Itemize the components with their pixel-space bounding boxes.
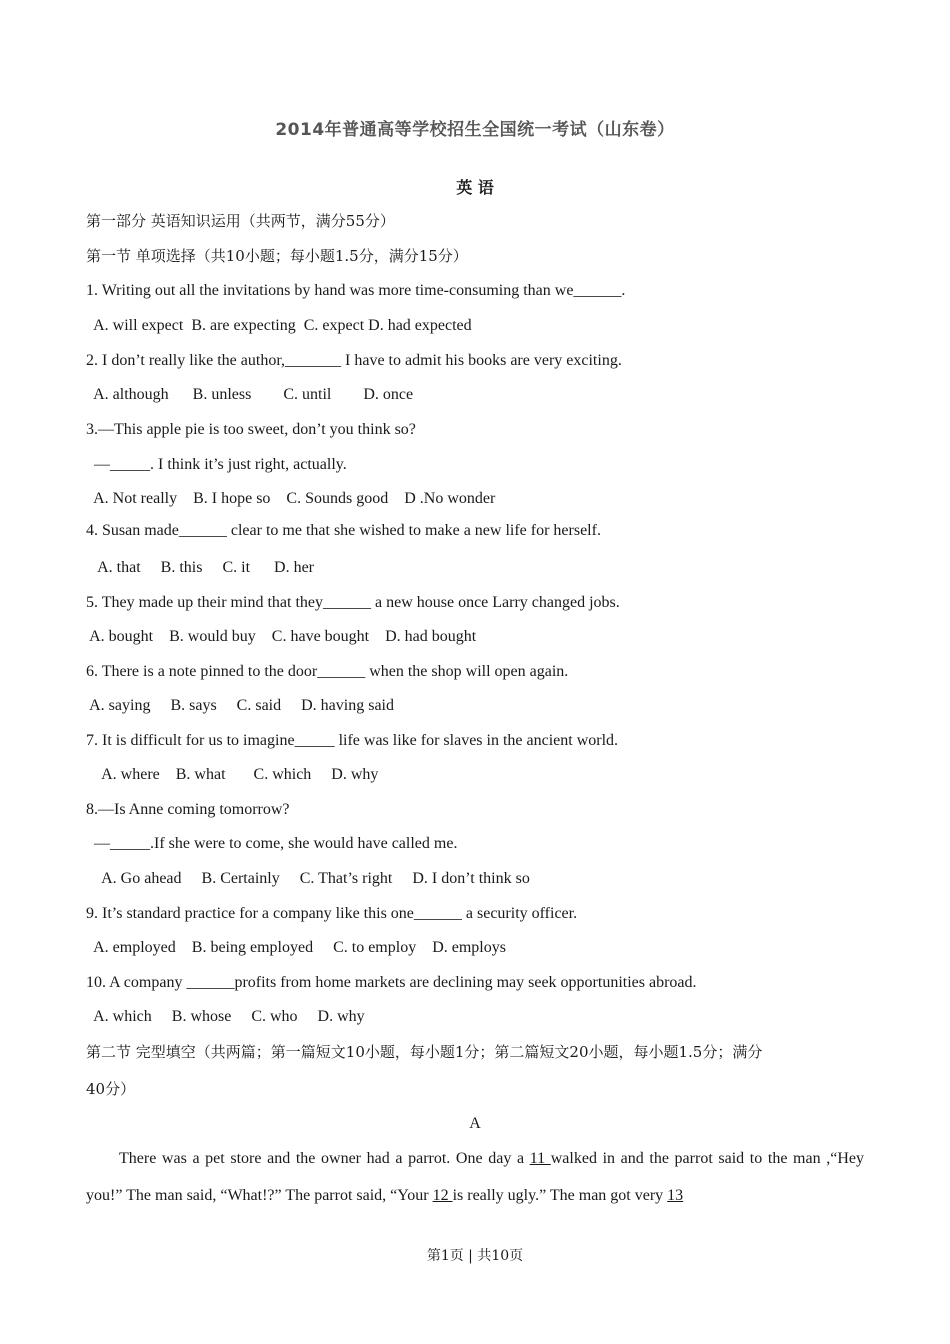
- passage-label: A: [469, 1115, 481, 1132]
- blank-11: 11: [529, 1150, 551, 1167]
- passage-segment: walked in and the parrot said to the man ,“Hey you!” The man said, “What!?” The parrot said, “Your: [86, 1150, 864, 1204]
- question-options: A. where B. what C. which D. why: [86, 766, 379, 783]
- question-stem-reply: —_____.If she were to come, she would have called me.: [86, 835, 458, 852]
- part-heading: 第一部分 英语知识运用（共两节，满分55分）: [86, 212, 395, 230]
- page-footer: 第1页 | 共10页: [426, 1248, 524, 1264]
- question-stem: 9. It’s standard practice for a company like this one______ a security officer.: [86, 905, 578, 922]
- question-stem: 7. It is difficult for us to imagine_____ life was like for slaves in the ancient world.: [86, 732, 619, 749]
- passage-segment: There was a pet store and the owner had a parrot. One day a: [119, 1150, 530, 1167]
- question-options: A. employed B. being employed C. to employ D. employs: [86, 939, 506, 956]
- blank-13: 13: [667, 1187, 684, 1204]
- question-options: A. will expect B. are expecting C. expect D. had expected: [86, 317, 472, 334]
- blank-12: 12: [432, 1187, 453, 1204]
- question-options: A. which B. whose C. who D. why: [86, 1008, 365, 1025]
- section-heading: 第一节 单项选择（共10小题；每小题1.5分，满分15分）: [86, 247, 468, 265]
- question-stem: 10. A company ______profits from home markets are declining may seek opportunities abroad.: [86, 974, 697, 991]
- question-options: A. that B. this C. it D. her: [86, 559, 314, 576]
- question-options: A. Not really B. I hope so C. Sounds good D .No wonder: [86, 490, 496, 507]
- question-stem: 1. Writing out all the invitations by hand was more time-consuming than we______.: [86, 282, 626, 299]
- question-stem: 4. Susan made______ clear to me that she wished to make a new life for herself.: [86, 522, 601, 539]
- subject-heading: 英 语: [456, 178, 494, 197]
- question-options: A. bought B. would buy C. have bought D. had bought: [86, 628, 477, 645]
- question-options: A. Go ahead B. Certainly C. That’s right D. I don’t think so: [86, 870, 530, 887]
- question-stem: 2. I don’t really like the author,_______ I have to admit his books are very exciting.: [86, 352, 622, 369]
- exam-title: 2014年普通高等学校招生全国统一考试（山东卷）: [275, 120, 675, 140]
- passage-segment: is really ugly.” The man got very: [452, 1187, 668, 1204]
- passage-text: [86, 1140, 864, 1214]
- question-stem: 3.—This apple pie is too sweet, don’t you think so?: [86, 421, 416, 438]
- question-options: A. although B. unless C. until D. once: [86, 386, 414, 403]
- section-heading: 第二节 完型填空（共两篇；第一篇短文10小题，每小题1分；第二篇短文20小题，每小题1.5分；满分: [86, 1043, 763, 1061]
- question-stem: 5. They made up their mind that they______ a new house once Larry changed jobs.: [86, 594, 620, 611]
- question-stem: 8.—Is Anne coming tomorrow?: [86, 801, 290, 818]
- question-options: A. saying B. says C. said D. having said: [86, 697, 394, 714]
- section-heading-continued: 40分）: [86, 1080, 136, 1098]
- question-stem: 6. There is a note pinned to the door______ when the shop will open again.: [86, 663, 569, 680]
- question-stem-reply: —_____. I think it’s just right, actually.: [86, 456, 347, 473]
